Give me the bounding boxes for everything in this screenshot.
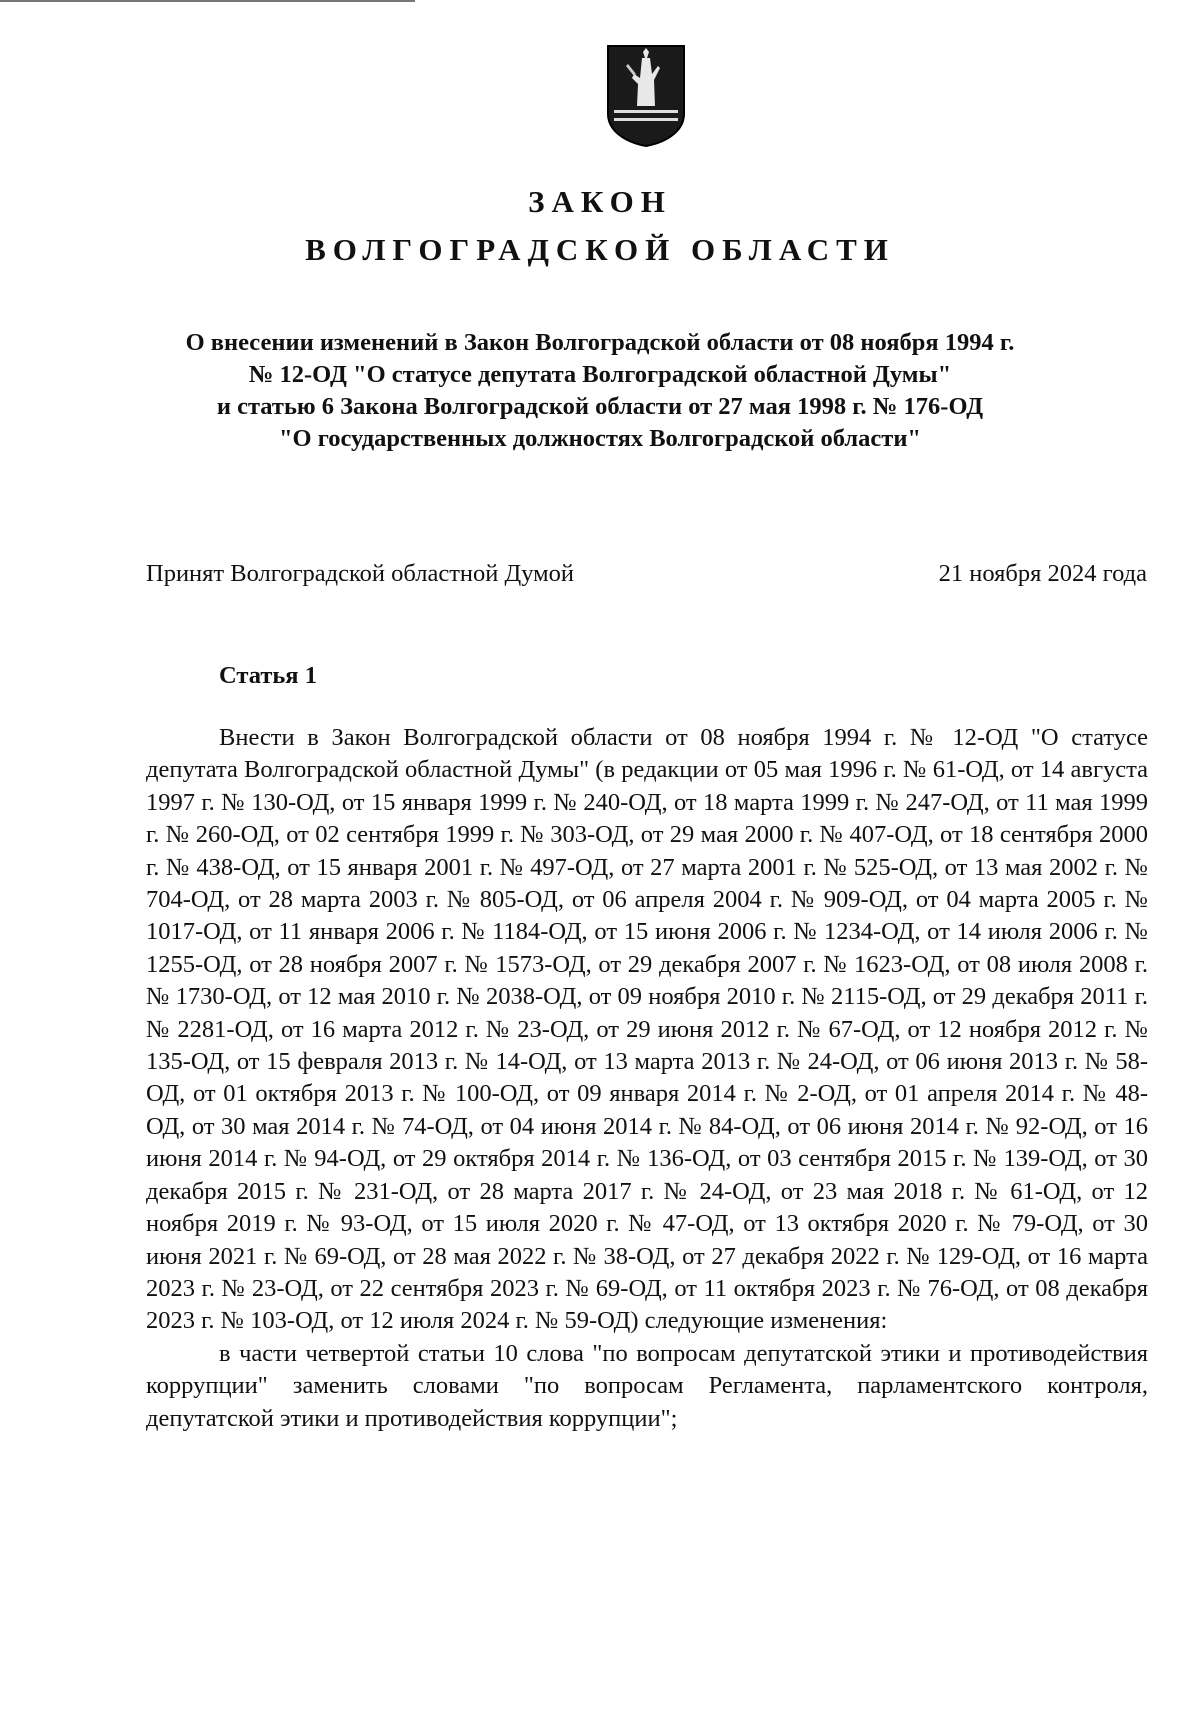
- law-subject: [120, 327, 1080, 455]
- article-body: [146, 722, 1148, 1435]
- subject-line: "О государственных должностях Волгоградской области": [278, 425, 922, 452]
- adoption-date: 21 ноября 2024 года: [938, 560, 1147, 587]
- top-rule: [0, 0, 415, 2]
- article-paragraph: Внести в Закон Волгоградской области от 08 ноября 1994 г. № 12-ОД "О статусе депутата Волгоградской областной Думы" (в редакции от 05 мая 1996 г. № 61-ОД, от 14 августа 1997 г. № 130-ОД, от 15 января 1999 г. № 240-ОД, от 18 марта 1999 г. № 247-ОД, от 11 мая 1999 г. № 260-ОД, от 02 сентября 1999 г. № 303-ОД, от 29 мая 2000 г. № 407-ОД, от 18 сентября 2000 г. № 438-ОД, от 15 января 2001 г. № 497-ОД, от 27 марта 2001 г. № 525-ОД, от 13 мая 2002 г. № 704-ОД, от 28 марта 2003 г. № 805-ОД, от 06 апреля 2004 г. № 909-ОД, от 04 марта 2005 г. № 1017-ОД, от 11 января 2006 г. № 1184-ОД, от 15 июня 2006 г. № 1234-ОД, от 14 июля 2006 г. № 1255-ОД, от 28 ноября 2007 г. № 1573-ОД, от 29 декабря 2007 г. № 1623-ОД, от 08 июля 2008 г. № 1730-ОД, от 12 мая 2010 г. № 2038-ОД, от 09 ноября 2010 г. № 2115-ОД, от 29 декабря 2011 г. № 2281-ОД, от 16 марта 2012 г. № 23-ОД, от 29 июня 2012 г. № 67-ОД, от 12 ноября 2012 г. № 135-ОД, от 15 февраля 2013 г. № 14-ОД, от 13 марта 2013 г. № 24-ОД, от 06 июня 2013 г. № 58-ОД, от 01 октября 2013 г. № 100-ОД, от 09 января 2014 г. № 2-ОД, от 01 апреля 2014 г. № 48-ОД, от 30 мая 2014 г. № 74-ОД, от 04 июня 2014 г. № 84-ОД, от 06 июня 2014 г. № 92-ОД, от 16 июня 2014 г. № 94-ОД, от 29 октября 2014 г. № 136-ОД, от 03 сентября 2015 г. № 139-ОД, от 30 декабря 2015 г. № 231-ОД, от 28 марта 2017 г. № 24-ОД, от 23 мая 2018 г. № 61-ОД, от 12 ноября 2019 г. № 93-ОД, от 15 июля 2020 г. № 47-ОД, от 13 октября 2020 г. № 79-ОД, от 30 июня 2021 г. № 69-ОД, от 28 мая 2022 г. № 38-ОД, от 27 декабря 2022 г. № 129-ОД, от 16 марта 2023 г. № 23-ОД, от 22 сентября 2023 г. № 69-ОД, от 11 октября 2023 г. № 76-ОД, от 08 декабря 2023 г. № 103-ОД, от 12 июля 2024 г. № 59-ОД) следующие изменения:: [146, 724, 1148, 1335]
- subject-line: О внесении изменений в Закон Волгоградской области от 08 ноября 1994 г.: [185, 329, 1015, 356]
- subject-line: № 12-ОД "О статусе депутата Волгоградской областной Думы": [248, 361, 952, 388]
- subject-line: и статью 6 Закона Волгоградской области от 27 мая 1998 г. № 176-ОД: [216, 393, 984, 420]
- adopted-by: Принят Волгоградской областной Думой: [146, 560, 574, 587]
- article-paragraph: в части четвертой статьи 10 слова "по вопросам депутатской этики и противодействия коррупции" заменить словами "по вопросам Регламента, парламентского контроля, депутатской этики и противодействия коррупции";: [146, 1339, 1148, 1432]
- article-heading: Статья 1: [219, 662, 317, 689]
- law-region-title: ВОЛГОГРАДСКОЙ ОБЛАСТИ: [305, 232, 895, 267]
- law-title: ЗАКОН: [528, 184, 672, 219]
- coat-of-arms-icon: [606, 44, 686, 148]
